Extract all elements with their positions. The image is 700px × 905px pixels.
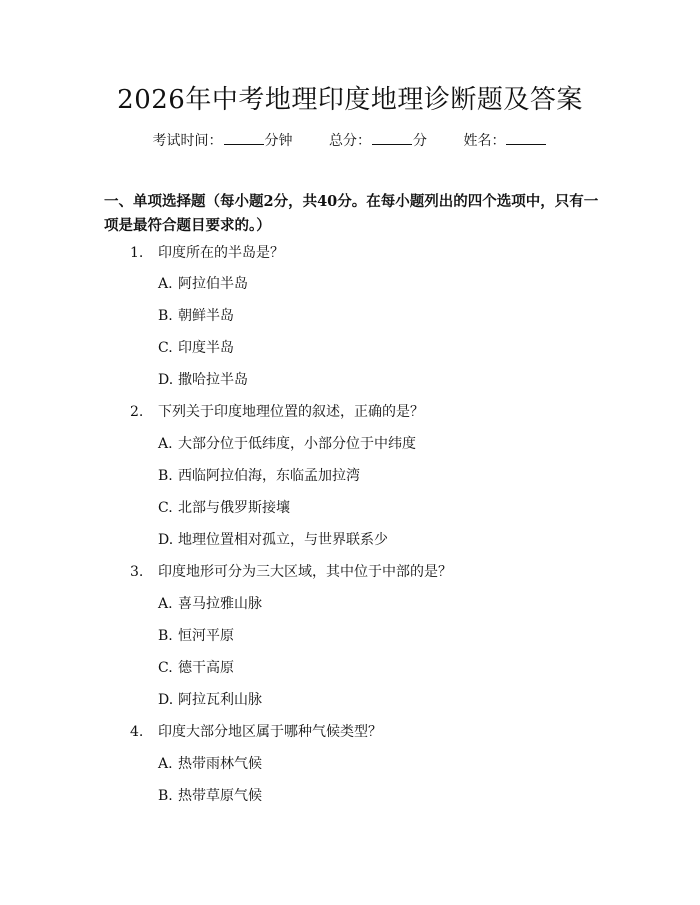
question-4-option-b [158, 786, 262, 806]
exam-time-label: 考试时间： [152, 133, 223, 149]
question-text: 下列关于印度地理位置的叙述，正确的是？ [158, 404, 424, 420]
option-letter: B. [158, 628, 173, 644]
page-title: 2026年中考地理印度地理诊断题及答案 [117, 85, 583, 115]
option-text: 热带草原气候 [178, 788, 262, 804]
question-1-option-d [158, 370, 248, 390]
option-letter: B. [158, 468, 173, 484]
option-letter: A. [158, 276, 173, 292]
option-text: 撒哈拉半岛 [178, 372, 248, 388]
question-2-option-c [158, 498, 290, 518]
option-text: 朝鲜半岛 [178, 308, 234, 324]
option-letter: D. [158, 692, 174, 708]
question-1-option-a [158, 274, 248, 294]
option-letter: A. [158, 596, 173, 612]
question-1 [130, 243, 284, 263]
option-text: 北部与俄罗斯接壤 [178, 500, 290, 516]
question-3-option-d [158, 690, 262, 710]
question-3-option-c [158, 658, 234, 678]
option-letter: B. [158, 788, 173, 804]
total-score-unit: 分 [413, 133, 427, 149]
option-text: 印度半岛 [178, 340, 234, 356]
question-3-option-a [158, 594, 262, 614]
question-1-option-b [158, 306, 234, 326]
total-score-label: 总分： [329, 133, 371, 149]
question-3 [130, 562, 452, 582]
question-2-option-d [158, 530, 388, 550]
section-heading: 一、单项选择题（每小题2分，共40分。在每小题列出的四个选项中，只有一项是最符合题目要求的。） [104, 193, 599, 234]
option-text: 地理位置相对孤立，与世界联系少 [178, 532, 388, 548]
student-name-label: 姓名： [463, 133, 506, 149]
question-number: 1. [130, 245, 144, 261]
question-number: 4. [130, 724, 144, 740]
option-text: 热带雨林气候 [178, 756, 262, 772]
option-text: 德干高原 [178, 660, 234, 676]
question-text: 印度大部分地区属于哪种气候类型？ [158, 724, 382, 740]
option-text: 恒河平原 [178, 628, 234, 644]
student-name-field [463, 130, 547, 152]
question-4-option-a [158, 754, 262, 774]
total-score-blank [372, 130, 412, 145]
exam-info-line [0, 130, 700, 152]
question-number: 3. [130, 564, 144, 580]
exam-time-unit: 分钟 [264, 133, 293, 149]
option-letter: C. [158, 340, 173, 356]
option-text: 西临阿拉伯海，东临孟加拉湾 [178, 468, 360, 484]
student-name-blank [506, 130, 546, 145]
question-3-option-b [158, 626, 234, 646]
question-2-option-b [158, 466, 360, 486]
option-text: 阿拉瓦利山脉 [178, 692, 262, 708]
option-letter: A. [158, 436, 173, 452]
exam-time-field [153, 130, 293, 152]
question-2-option-a [158, 434, 416, 454]
option-letter: C. [158, 660, 173, 676]
question-4 [130, 722, 382, 742]
question-number: 2. [130, 404, 144, 420]
question-text: 印度地形可分为三大区域，其中位于中部的是？ [158, 564, 452, 580]
option-text: 喜马拉雅山脉 [178, 596, 262, 612]
option-letter: A. [158, 756, 173, 772]
option-letter: B. [158, 308, 173, 324]
question-1-option-c [158, 338, 234, 358]
total-score-field [329, 130, 427, 152]
question-text: 印度所在的半岛是？ [158, 245, 284, 261]
option-letter: C. [158, 500, 173, 516]
option-letter: D. [158, 532, 174, 548]
option-letter: D. [158, 372, 174, 388]
exam-time-blank [224, 130, 264, 145]
option-text: 大部分位于低纬度，小部分位于中纬度 [178, 436, 416, 452]
question-2 [130, 402, 424, 422]
option-text: 阿拉伯半岛 [178, 276, 248, 292]
